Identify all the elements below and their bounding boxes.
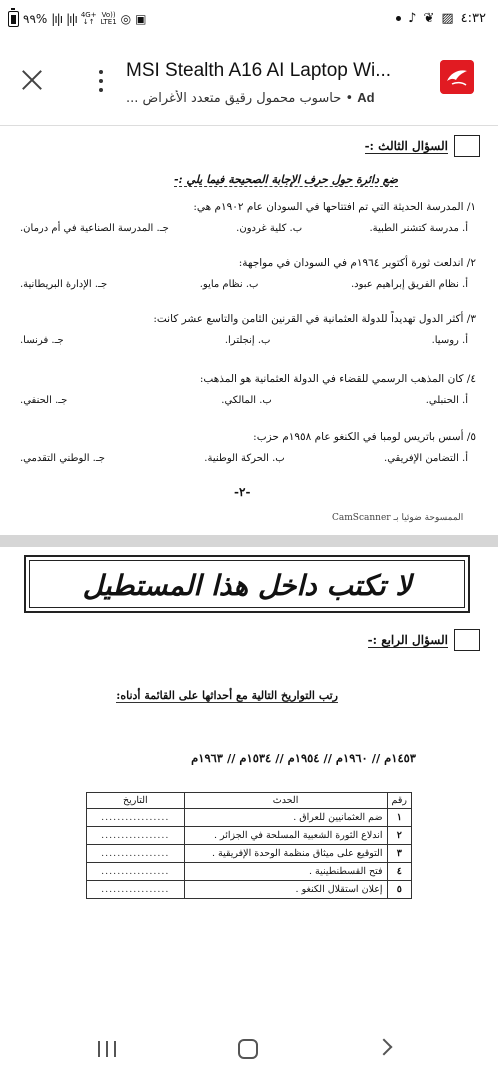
back-icon[interactable] (376, 1039, 393, 1056)
question-2: ٢/ اندلعت ثورة أكتوبر ١٩٦٤م في السودان في مواجهة: (238, 257, 476, 269)
score-box (454, 135, 480, 157)
row-num: ١ (387, 809, 411, 827)
question-3: ٣/ أكثر الدول تهديداً للدولة العثمانية في القرنين الثامن والتاسع عشر كانت: (153, 313, 476, 325)
row-date: ................. (87, 881, 185, 899)
header-event: الحدث (184, 793, 387, 809)
battery-icon (8, 11, 19, 27)
camscanner-watermark: الممسوحة ضوئيا بـ CamScanner (332, 513, 464, 523)
battery-percent: ٩٩% (23, 12, 48, 26)
question-5: ٥/ أسس باتريس لومبا في الكنغو عام ١٩٥٨م حزب: (253, 431, 476, 443)
status-right (396, 11, 486, 26)
table-row (87, 845, 412, 863)
question-1-options (20, 223, 468, 234)
do-not-write-box (24, 555, 470, 613)
option-b: ب. المالكي. (221, 395, 272, 406)
clock-time: ٤:٣٢ (460, 11, 486, 26)
status-bar (0, 0, 498, 40)
question-4-options (20, 395, 468, 406)
option-a: أ. روسيا. (431, 335, 468, 346)
header-num: رقم (387, 793, 411, 809)
question-1: ١/ المدرسة الحديثة التي تم افتتاحها في السودان عام ١٩٠٢م هي: (193, 201, 476, 213)
volte-indicator (101, 12, 117, 26)
option-a: أ. نظام الفريق إبراهيم عبود. (350, 279, 468, 290)
ad-label: Ad (357, 90, 375, 105)
score-box (454, 629, 480, 651)
question-3-label: السؤال الثالث :- (364, 138, 448, 153)
recents-icon[interactable] (98, 1041, 116, 1057)
network-type-top: 4G+ (80, 11, 97, 19)
document-page-2 (0, 547, 498, 1015)
ad-separator: • (345, 91, 354, 106)
row-date: ................. (87, 809, 185, 827)
option-a: أ. مدرسة كتشنر الطبية. (369, 223, 468, 234)
document-page-1 (0, 127, 498, 535)
question-2-options (20, 279, 468, 290)
ad-subtitle[interactable] (126, 90, 430, 106)
option-c: جـ. الوطني التقدمي. (20, 453, 105, 464)
row-num: ٣ (387, 845, 411, 863)
volte-top: Vo)) (101, 11, 116, 19)
option-b: ب. كلية غردون. (236, 223, 303, 234)
gallery-icon: ▨ (441, 11, 454, 26)
question-4: ٤/ كان المذهب الرسمي للقضاء في الدولة العثمانية هو المذهب: (199, 373, 476, 385)
msi-logo-icon[interactable] (440, 60, 474, 94)
row-num: ٢ (387, 827, 411, 845)
close-icon[interactable] (20, 68, 44, 92)
row-event: ضم العثمانيين للعراق . (184, 809, 387, 827)
ad-subtitle-text: حاسوب محمول رقيق متعدد الأغراض ... (126, 91, 342, 106)
option-c: جـ. الحنفي. (20, 395, 68, 406)
row-date: ................. (87, 827, 185, 845)
option-a: أ. التضامن الإفريقي. (384, 453, 468, 464)
ad-title[interactable]: MSI Stealth A16 AI Laptop Wi... (126, 60, 392, 81)
table-row (87, 863, 412, 881)
question-3-header (365, 135, 480, 157)
navigation-bar (0, 1015, 498, 1080)
home-icon[interactable] (238, 1039, 258, 1059)
option-a: أ. الحنبلي. (425, 395, 468, 406)
dates-list: ١٤٥٣م // ١٩٦٠م // ١٩٥٤م // ١٥٣٤م // ١٩٦٣م (191, 751, 416, 765)
question-3-options (20, 335, 468, 346)
question-4-header (368, 629, 480, 651)
option-c: جـ. المدرسة الصناعية في أم درمان. (20, 223, 169, 234)
row-event: التوقيع على ميثاق منظمة الوحدة الإفريقية . (184, 845, 387, 863)
table-row (87, 809, 412, 827)
question-5-options (20, 453, 468, 464)
option-c: جـ. فرنسا. (20, 335, 64, 346)
row-event: اندلاع الثورة الشعبية المسلحة في الجزائر . (184, 827, 387, 845)
row-date: ................. (87, 845, 185, 863)
page-separator (0, 535, 498, 547)
row-event: إعلان استقلال الكنغو . (184, 881, 387, 899)
ordering-instruction: رتب التواريخ التالية مع أحداثها على القائمة أدناه: (116, 689, 338, 702)
tiktok-icon: ♪ (408, 11, 417, 26)
network-type (81, 12, 97, 26)
do-not-write-text: لا تكتب داخل هذا المستطيل (82, 569, 412, 602)
volte-bottom: LTE1 (100, 18, 117, 26)
notification-dot-icon (396, 16, 401, 21)
hotspot-icon: ◎ (120, 12, 132, 26)
question-4-label: السؤال الرابع :- (367, 632, 448, 647)
header-date: التاريخ (87, 793, 185, 809)
signal-icon-2: |ı|ı (66, 12, 77, 26)
table-row (87, 827, 412, 845)
signal-icon: |ı|ı (51, 12, 63, 26)
more-options-icon[interactable] (98, 70, 104, 92)
instruction-text: ضع دائرة حول حرف الإجابة الصحيحة فيما يلي :- (173, 173, 398, 186)
option-b: ب. الحركة الوطنية. (204, 453, 285, 464)
option-b: ب. إنجلترا. (224, 335, 271, 346)
table-header-row (87, 793, 412, 809)
lock-icon: ▣ (135, 12, 147, 26)
row-event: فتح القسطنطينية . (184, 863, 387, 881)
ad-banner[interactable] (0, 46, 498, 126)
row-date: ................. (87, 863, 185, 881)
network-type-bottom: ↓↑ (82, 18, 95, 26)
page-number: -٢- (234, 485, 251, 499)
events-table (86, 792, 412, 899)
table-row (87, 881, 412, 899)
option-b: ب. نظام مايو. (199, 279, 259, 290)
row-num: ٤ (387, 863, 411, 881)
option-c: جـ. الإدارة البريطانية. (20, 279, 108, 290)
feather-icon: ❦ (423, 11, 435, 26)
status-left (8, 11, 147, 27)
row-num: ٥ (387, 881, 411, 899)
